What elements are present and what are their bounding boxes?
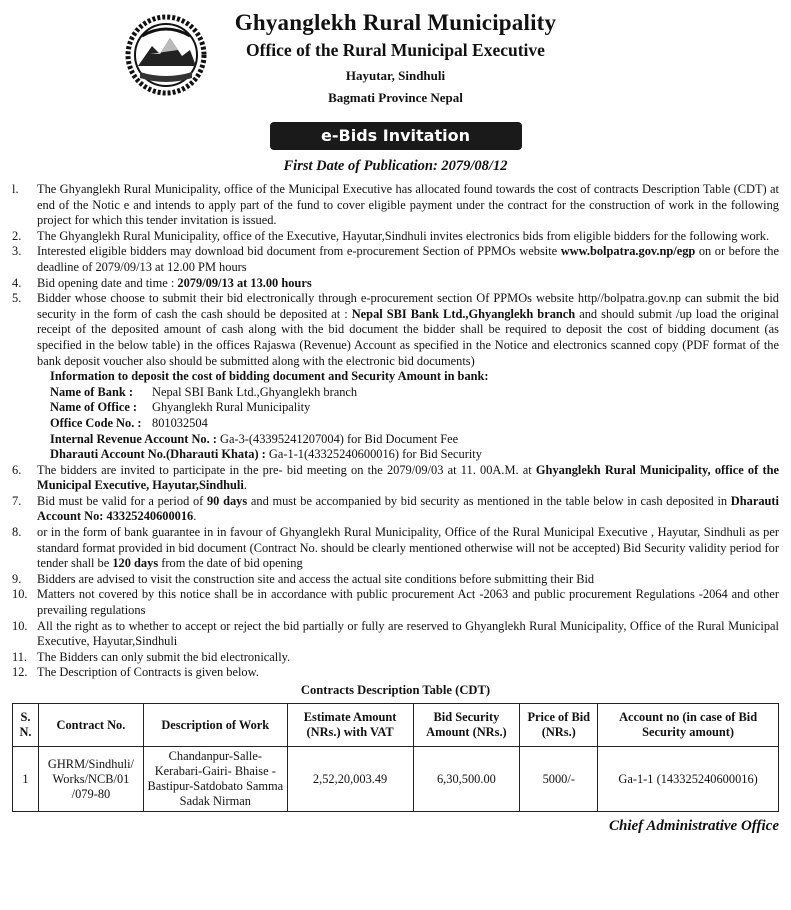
item-number: 3.: [12, 244, 22, 259]
column-header: Description of Work: [143, 704, 287, 747]
item-text-part: .: [243, 478, 247, 493]
item-text: [37, 291, 779, 369]
item-text-bold: 2079/09/13 at 13.00 hours: [177, 275, 312, 290]
bolpatra-link[interactable]: www.bolpatra.gov.np/egp: [560, 244, 696, 259]
item-text-part: Bidder whose choose to submit their bid electronically through e-procurement section Of PPMOs website http//bolpatra.gov.np can submit the bid security in the form of cash the cash should be deposited at :: [37, 291, 779, 321]
item-text: Matters not covered by this notice shall be in accordance with public procurement Act -2063 and public procurement Regulations -2064 and other prevailing regulations: [37, 587, 779, 618]
address-line-2: Bagmati Province Nepal: [328, 90, 463, 105]
list-item: [12, 244, 779, 275]
list-item: [12, 525, 779, 572]
publication-date: First Date of Publication: 2079/08/12: [283, 158, 508, 174]
item-number: 5.: [12, 291, 22, 306]
item-text: The Bidders can only submit the bid electronically.: [37, 649, 291, 664]
item-text-part: or in the form of bank guarantee in in favour of Ghyanglekh Rural Municipality, Office of the Rural Municipal Executive , Hayutar, Sindhuli as per standard format provided in bid document (Contract No. should be clearly mentioned otherwise will not be accepted) Bid Security validity period for tender shall be: [37, 525, 779, 571]
ira-row: [50, 432, 779, 448]
item-text: The Description of Contracts is given below.: [37, 665, 259, 680]
table-cell: Ga-1-1 (143325240600016): [598, 747, 779, 812]
column-header: Account no (in case of Bid Security amount): [598, 704, 779, 747]
office-name-row: [50, 400, 779, 416]
list-item: [12, 494, 779, 525]
column-header: Price of Bid (NRs.): [520, 704, 598, 747]
office-name-value: Ghyanglekh Rural Municipality: [152, 400, 311, 415]
signature-line: Chief Administrative Office: [609, 818, 779, 834]
list-item: [12, 587, 779, 618]
column-header: Bid Security Amount (NRs.): [413, 704, 520, 747]
nepal-emblem-logo: [120, 14, 212, 96]
item-text-bold: 120 days: [112, 556, 159, 571]
bank-info-title: Information to deposit the cost of bidding document and Security Amount in bank:: [50, 369, 489, 384]
municipality-name: Ghyanglekh Rural Municipality: [234, 10, 557, 35]
dharauti-value: Ga-1-1(43325240600016) for Bid Security: [268, 447, 482, 462]
bank-name-label: Name of Bank :: [50, 384, 133, 399]
list-item: [12, 229, 779, 245]
ebids-banner: e-Bids Invitation: [270, 122, 522, 150]
table-cell: 1: [13, 747, 39, 812]
list-item: [12, 463, 779, 494]
banner-wrap: [12, 122, 779, 150]
table-row: [13, 747, 779, 812]
list-item: [12, 291, 779, 369]
item-text-part: .: [193, 509, 197, 524]
office-name-label: Name of Office :: [50, 400, 138, 415]
item-text-part: Bid opening date and time :: [37, 275, 178, 290]
contracts-table: [12, 703, 779, 812]
item-text-part: from the date of bid opening: [158, 556, 303, 571]
item-text: Bidders are advised to visit the construction site and access the actual site conditions before submitting their Bid: [37, 571, 595, 586]
bank-info: [50, 369, 779, 463]
item-number: 2.: [12, 228, 22, 243]
header: [12, 10, 779, 122]
ira-value: Ga-3-(43395241207004) for Bid Document Fee: [220, 431, 459, 446]
bank-name-row: [50, 385, 779, 401]
ira-label: Internal Revenue Account No. :: [50, 431, 221, 446]
list-item: [12, 572, 779, 588]
cdt-title: Contracts Description Table (CDT): [300, 683, 491, 697]
list-item: [12, 665, 779, 681]
table-cell: 6,30,500.00: [413, 747, 520, 812]
column-header: S. N.: [13, 704, 39, 747]
item-number: 12.: [12, 665, 28, 680]
list-item: [12, 182, 779, 229]
office-code-value: 801032504: [152, 415, 208, 430]
notice-items-continued: [12, 463, 779, 681]
list-item: [12, 619, 779, 650]
address-line-1: Hayutar, Sindhuli: [345, 68, 446, 83]
item-text: The Ghyanglekh Rural Municipality, office of the Municipal Executive has allocated found towards the cost of contracts Description Table (CDT) at end of the Notic e and intends to apply part of the fund to cover eligible payment under the contract for the construction of work in the following project for which this tender invitation is issued.: [37, 182, 779, 228]
item-text-part: Bid must be valid for a period of: [37, 493, 207, 508]
item-text-bold: 90 days: [206, 493, 248, 508]
item-text: [37, 276, 779, 292]
dharauti-row: [50, 447, 779, 463]
item-text: [37, 525, 779, 572]
office-name: Office of the Rural Municipal Executive: [246, 40, 545, 60]
item-number: 4.: [12, 275, 22, 290]
bank-name-value: Nepal SBI Bank Ltd.,Ghyanglekh branch: [152, 384, 358, 399]
item-number: 6.: [12, 462, 22, 477]
item-number: 11.: [12, 649, 28, 664]
item-text-part: The bidders are invited to participate in the pre- bid meeting on the 2079/09/03 at 11. 00A.M. at: [37, 462, 536, 477]
item-text-part: and must be accompanied by bid security as mentioned in the table below in cash deposited in: [247, 493, 731, 508]
item-number: 10.: [12, 618, 28, 633]
item-text-part: and should submit /up load the original receipt of the deposited amount of cash along with the bid document the bidder shall be required to deposit the cost of bidding document (as specified in the below table) in the offices Rajaswa (Revenue) Account as specified in the Notice and electronics scanned copy (PDF format of the bank deposit voucher also should be submitted along with the electronic bid documents): [37, 306, 779, 368]
dharauti-label: Dharauti Account No.(Dharauti Khata) :: [50, 447, 269, 462]
item-text: [37, 463, 779, 494]
item-number: l.: [12, 182, 19, 196]
column-header: Contract No.: [38, 704, 143, 747]
list-item: [12, 650, 779, 666]
item-text-bold: Nepal SBI Bank Ltd.,Ghyanglekh branch: [351, 306, 576, 321]
item-number: 7.: [12, 493, 22, 508]
table-cell: Chandanpur-Salle- Kerabari-Gairi- Bhaise -Bastipur-Satdobato Samma Sadak Nirman: [143, 747, 287, 812]
list-item: [12, 276, 779, 292]
item-number: 10.: [12, 587, 28, 602]
item-text-bold: Dharauti Account No: 43325240600016: [37, 493, 779, 524]
table-cell: GHRM/Sindhuli/ Works/NCB/01 /079-80: [38, 747, 143, 812]
notice-items: [12, 182, 779, 369]
item-text: The Ghyanglekh Rural Municipality, office of the Executive, Hayutar,Sindhuli invites electronics bids from eligible bidders for the following work.: [37, 228, 770, 243]
item-text: [37, 244, 779, 275]
table-header-row: [13, 704, 779, 747]
office-code-label: Office Code No. :: [50, 415, 142, 430]
table-cell: 5000/-: [520, 747, 598, 812]
item-text: [37, 494, 779, 525]
item-text-part: Interested eligible bidders may download bid document from e-procurement Section of PPMOs website: [37, 244, 561, 259]
item-number: 9.: [12, 571, 22, 586]
item-number: 8.: [12, 525, 22, 540]
table-cell: 2,52,20,003.49: [287, 747, 413, 812]
item-text-bold: Ghyanglekh Rural Municipality, office of the Municipal Executive, Hayutar,Sindhuli: [37, 462, 779, 493]
column-header: Estimate Amount (NRs.) with VAT: [287, 704, 413, 747]
item-text: All the right as to whether to accept or reject the bid partially or fully are reserved to Ghyanglekh Rural Municipality, Office of the Rural Municipal Executive, Hayutar,Sindhuli: [37, 618, 779, 649]
office-code-row: [50, 416, 779, 432]
item-text-part: on or before the deadline of 2079/09/13 at 12.00 PM hours: [37, 244, 779, 274]
